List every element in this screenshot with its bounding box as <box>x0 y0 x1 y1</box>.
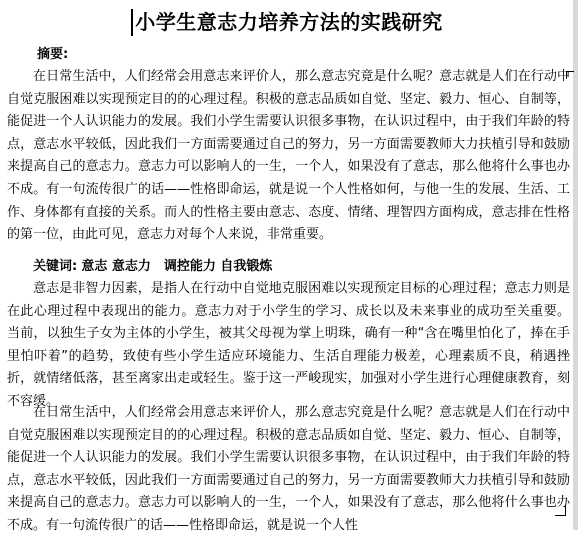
abstract-heading-line <box>7 44 570 67</box>
keywords-value: 意志 意志力 调控能力 自我锻炼 <box>81 259 273 274</box>
text-cursor <box>131 9 133 36</box>
margin-corner-mark <box>555 505 566 516</box>
abstract-paragraph: 在日常生活中，人们经常会用意志来评价人，那么意志究竟是什么呢？意志就是人们在行动中自觉克服困难以实现预定目的的心理过程。积极的意志品质如自觉、坚定、毅力、恒心、自制等，能促进一个人认识能力的发展。我们小学生需要认识很多事物，在认识过程中，由于我们年龄的特点，意志水平较低，因此我们一方面需要通过自己的努力，另一方面需要教师大力扶植引导和鼓励来提高自己的意志力。意志力可以影响人的一生，一个人，如果没有了意志，那么他将什么事也办不成。有一句流传很广的话——性格即命运，就是说一个人性格如何，与他一生的发展、生活、工作、身体都有直接的关系。而人的性格主要由意志、态度、情绪、理智四方面构成，意志排在性格的第一位，由此可见，意志力对每个人来说，非常重要。 <box>7 69 570 243</box>
keywords-line <box>7 256 570 279</box>
document-title: 小学生意志力培养方法的实践研究 <box>135 10 443 34</box>
body-paragraph-repeat: 在日常生活中，人们经常会用意志来评价人，那么意志究竟是什么呢？意志就是人们在行动中自觉克服困难以实现预定目的的心理过程。积极的意志品质如自觉、坚定、毅力、恒心、自制等，能促进一个人认识能力的发展。我们小学生需要认识很多事物，在认识过程中，由于我们年龄的特点，意志水平较低，因此我们一方面需要通过自己的努力，另一方面需要教师大力扶植引导和鼓励来提高自己的意志力。意志力可以影响人的一生，一个人，如果没有了意志，那么他将什么事也办不成。有一句流传很广的话——性格即命运，就是说一个人性 <box>7 405 570 533</box>
keywords-label: 关键词: <box>33 259 78 274</box>
page-edge <box>573 0 578 530</box>
body-paragraph: 意志是非智力因素，是指人在行动中自觉地克服困难以实现预定目标的心理过程；意志力则是在此心理过程中表现出的能力。意志力对于小学生的学习、成长以及未来事业的成功至关重要。 当前，以独生子女为主体的小学生，被其父母视为掌上明珠，确有一种“含在嘴里怕化了，捧在手里怕吓着”的趋势，致使有些小学生适应环境能力、生活自理能力极差，心理素质不良，稍遇挫折，就情绪低落，甚至离家出走或轻生。鉴于这一严峻现实，加强对小学生进行心理健康教育，刻不容缓。 <box>7 281 570 409</box>
abstract-label: 摘要: <box>37 47 69 62</box>
margin-tick <box>566 71 574 79</box>
